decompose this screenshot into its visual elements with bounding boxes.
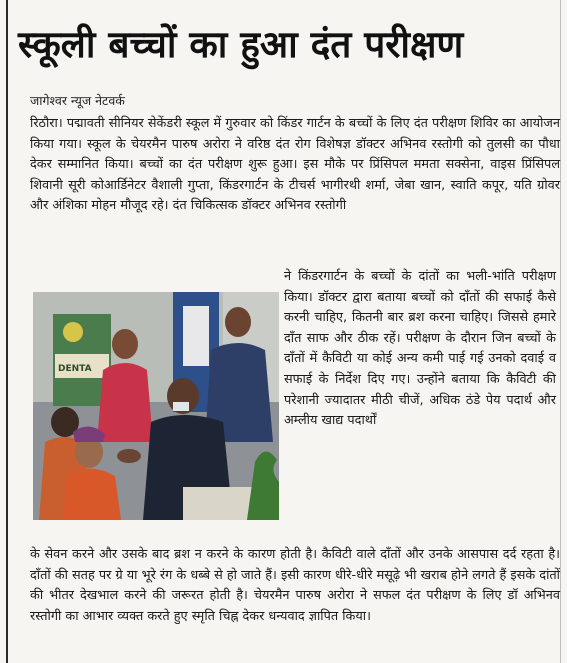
- article-byline: जागेश्वर न्यूज नेटवर्क: [30, 93, 125, 108]
- article-paragraph-2: ने किंडरगार्टन के बच्चों के दांतों का भली-भांति परीक्षण किया। डॉक्टर द्वारा बताया बच्चों को दाँतों की सफाई कैसे करनी चाहिए, कितनी बार ब्रश करना चाहिए। जिससे हमारे दाँत साफ और ठीक रहें। परीक्षण के दौरान जिन बच्चों के दाँतों में कैविटी या कोई अन्य कमी पाई गई उनको दवाई व सफाई के निर्देश दिए गए। उन्होंने बताया कि कैविटी की परेशानी ज्यादातर मीठी चीजें, अधिक ठंडे पेय पदार्थ और अम्लीय खाद्य पदार्थों: [284, 269, 556, 429]
- article-paragraph-1: रिठौरा। पद्मावती सीनियर सेकेंडरी स्कूल में गुरुवार को किंडर गार्टन के बच्चों के लिए दंत परीक्षण शिविर का आयोजन किया गया। स्कूल के चेयरमैन पारुष अरोरा ने वरिष्ठ दंत रोग विशेषज्ञ डॉक्टर अभिनव रस्तोगी को तुलसी का पौधा देकर सम्मानित किया। बच्चों का दंत परीक्षण शुरू हुआ। इस मौके पर प्रिंसिपल ममता सक्सेना, वाइस प्रिंसिपल शिवानी सूरी कोआर्डिनेटर वैशाली गुप्ता, किंडरगार्टन के टीचर्स भागीरथी शर्मा, जेबा खान, स्वाति कपूर, यति ग्रोवर और अंशिका मोहन मौजूद रहे। दंत चिकित्सक डॉक्टर अभिनव रस्तोगी: [30, 116, 560, 214]
- column-rule-left: [6, 0, 8, 663]
- woman-red-top: [97, 363, 153, 442]
- article-paragraph-3: के सेवन करने और उसके बाद ब्रश न करने के कारण होती है। कैविटी वाले दाँतों और उनके आसपास दर्द रहता है। दाँतों की सतह पर ग्रे या भूरे रंग के धब्बे से हो जाते हैं। इसी कारण धीरे-धीरे मसूढ़े भी खराब होने लगते हैं इसके दांतों की भीतर देखभाल करने की जरूरत होती है। चेयरमैन पारुष अरोरा ने सफल दंत परीक्षण के लिए डॉ अभिनव रस्तोगी का आभार व्यक्त करते हुए स्मृति चिह्न देकर धन्यवाद ज्ञापित किया।: [30, 547, 560, 624]
- poster-text: DENTA: [58, 364, 92, 374]
- dental-checkup-photo: [33, 292, 279, 520]
- news-photo: [33, 292, 279, 520]
- article-headline: स्कूली बच्चों का हुआ दंत परीक्षण: [18, 23, 464, 66]
- column-rule-right: [560, 0, 561, 663]
- woman-head: [112, 329, 138, 359]
